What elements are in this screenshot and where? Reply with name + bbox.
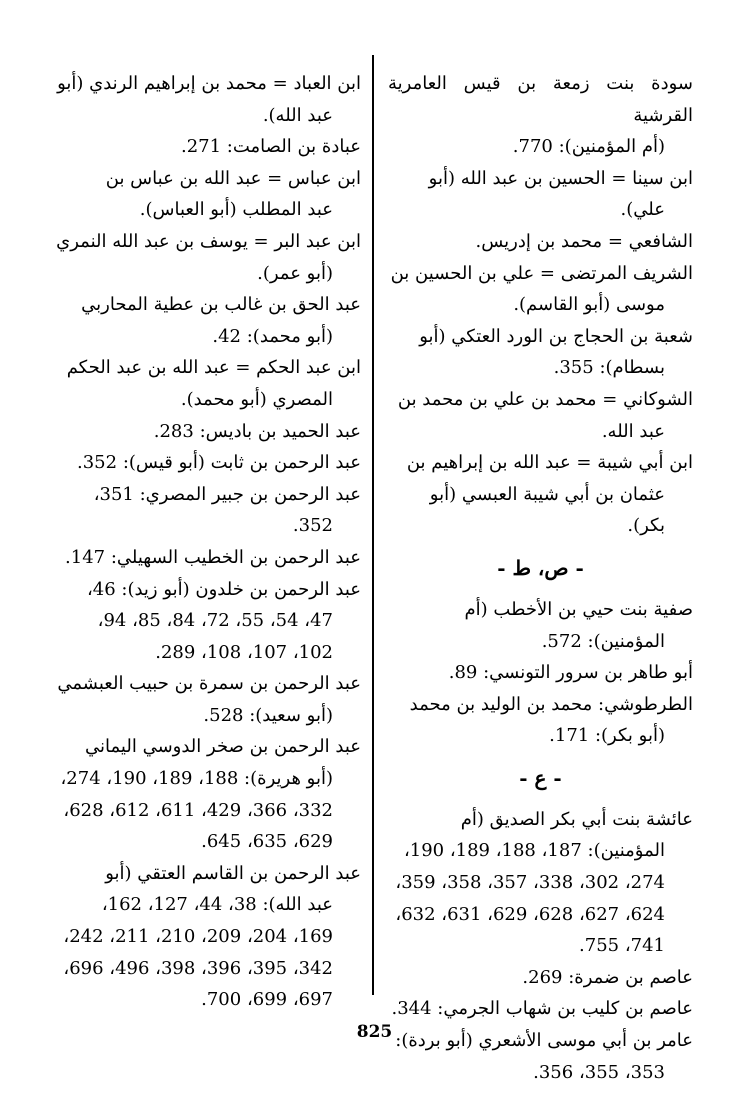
index-entry [388,689,693,752]
entry-headword-line: الشوكاني = محمد بن علي بن محمد بن [397,388,693,410]
index-entry [56,416,361,448]
entry-continuation-line: موسى (أبو القاسم). [513,294,665,316]
index-entry [388,993,693,1025]
index-entry [388,657,693,689]
entry-headword-line: عائشة بنت أبي بكر الصديق (أم [460,808,693,830]
entry-headword-line: ابن أبي شيبة = عبد الله بن إبراهيم بن [406,452,693,474]
index-entry [388,321,693,384]
entry-headword-line: عبادة بن الصامت: 271. [180,136,361,158]
index-entry [56,226,361,289]
entry-continuation-line: 741، 755. [579,935,665,957]
index-entry [56,858,361,1016]
entry-headword-line: ابن عبد الحكم = عبد الله بن عبد الحكم [66,357,361,379]
entry-headword-line: الشريف المرتضى = علي بن الحسين بن [390,262,693,284]
index-entry [56,731,361,857]
entry-continuation-line: 332، 366، 429، 611، 612، 628، [63,799,333,821]
entry-continuation-line: 629، 635، 645. [201,831,333,853]
entry-headword-line: صفية بنت حيي بن الأخطب (أم [464,598,693,620]
entry-continuation-line: عبد الله. [601,420,665,442]
entry-continuation-line: بسطام): 355. [553,357,665,379]
entry-continuation-line: 352. [292,515,333,537]
entry-continuation-line: 169، 204، 209، 210، 211، 242، [63,926,333,948]
entry-continuation-line: (أبو سعيد): 528. [203,704,333,726]
entry-headword-line: عبد الرحمن بن جبير المصري: 351، [93,483,361,505]
entry-headword-line: عبد الرحمن بن الخطيب السهيلي: 147. [65,546,361,568]
entry-continuation-line: 47، 54، 55، 72، 84، 85، 94، [97,610,333,632]
entry-headword-line: عاصم بن كليب بن شهاب الجرمي: 344. [391,998,693,1020]
index-entry [388,594,693,657]
entry-continuation-line: عبد المطلب (أبو العباس). [139,199,333,221]
entry-continuation-line: عثمان بن أبي شيبة العبسي (أبو بكر). [429,483,665,537]
entry-headword-line: عبد الحميد بن باديس: 283. [153,420,361,442]
index-entry [56,352,361,415]
index-column-right [388,68,693,1088]
entry-headword-line: الطرطوشي: محمد بن الوليد بن محمد [409,693,693,715]
entry-headword-line: عبد الرحمن بن سمرة بن حبيب العبشمي [57,673,361,695]
entry-headword-line: ابن العباد = محمد بن إبراهيم الرندي (أبو [57,73,361,94]
entry-continuation-line: (أبو هريرة): 188، 189، 190، 274، [60,768,333,790]
column-divider [372,55,374,995]
entry-headword-line: الشافعي = محمد بن إدريس. [475,230,693,252]
index-entry [388,258,693,321]
entry-continuation-line: (أبو بكر): 171. [549,725,665,747]
index-entry [388,447,693,542]
entry-continuation-line: 353، 355، 356. [533,1061,665,1083]
index-entry [388,226,693,258]
index-entry [56,68,361,131]
entry-continuation-line: 274، 302، 338، 357، 358، 359، [395,872,665,894]
index-entry [388,68,693,163]
entry-headword-line: ابن سينا = الحسين بن عبد الله (أبو [428,167,693,189]
index-entry [388,163,693,226]
entry-headword-line: عاصم بن ضمرة: 269. [522,966,693,988]
entry-continuation-line: (أبو محمد): 42. [212,325,333,347]
index-entry [388,384,693,447]
entry-headword-line: عبد الرحمن بن خلدون (أبو زيد): 46، [86,578,361,600]
page-number: 825 [356,1022,393,1042]
index-entry [56,163,361,226]
entry-continuation-line: عبد الله). [262,104,333,126]
index-entry [56,542,361,574]
entry-continuation-line: المؤمنين): 187، 188، 189، 190، [403,840,665,862]
entry-continuation-line: المصري (أبو محمد). [180,388,333,410]
index-entry [56,447,361,479]
index-entry [56,289,361,352]
entry-continuation-line: 697، 699، 700. [201,989,333,1011]
entry-continuation-line: المؤمنين): 572. [541,630,665,652]
entry-headword-line: عبد الرحمن بن القاسم العتقي (أبو [105,862,361,884]
entry-continuation-line: 342، 395، 396، 398، 496، 696، [63,957,333,979]
entry-headword-line: شعبة بن الحجاج بن الورد العتكي (أبو [419,325,693,347]
entry-continuation-line: عبد الله): 38، 44، 127، 162، [101,894,333,916]
section-heading: - ص، ط - [497,555,584,580]
entry-continuation-line: 624، 627، 628، 629، 631، 632، [395,903,665,925]
entry-headword-line: أبو طاهر بن سرور التونسي: 89. [448,662,693,684]
entry-headword-line: عبد الرحمن بن ثابت (أبو قيس): 352. [77,452,361,474]
section-heading: - ع - [519,765,562,790]
index-entry [56,574,361,669]
entry-continuation-line: 102، 107، 108، 289. [155,641,333,663]
entry-continuation-line: (أبو عمر). [257,262,333,284]
entry-headword-line: ابن عباس = عبد الله بن عباس بن [105,167,361,189]
entry-headword-line: سودة بنت زمعة بن قيس العامرية القرشية [388,73,693,126]
entry-headword-line: ابن عبد البر = يوسف بن عبد الله النمري [56,230,361,252]
index-entry [56,479,361,542]
index-entry [388,962,693,994]
entry-headword-line: عبد الرحمن بن صخر الدوسي اليماني [85,736,361,758]
index-entry [388,804,693,962]
index-entry [56,668,361,731]
entry-headword-line: عبد الحق بن غالب بن عطية المحاربي [81,294,361,316]
entry-continuation-line: علي). [620,199,665,221]
index-entry [56,131,361,163]
entry-continuation-line: (أم المؤمنين): 770. [512,136,665,158]
index-column-left [56,68,361,1016]
entry-headword-line: عامر بن أبي موسى الأشعري (أبو بردة): [395,1030,693,1052]
